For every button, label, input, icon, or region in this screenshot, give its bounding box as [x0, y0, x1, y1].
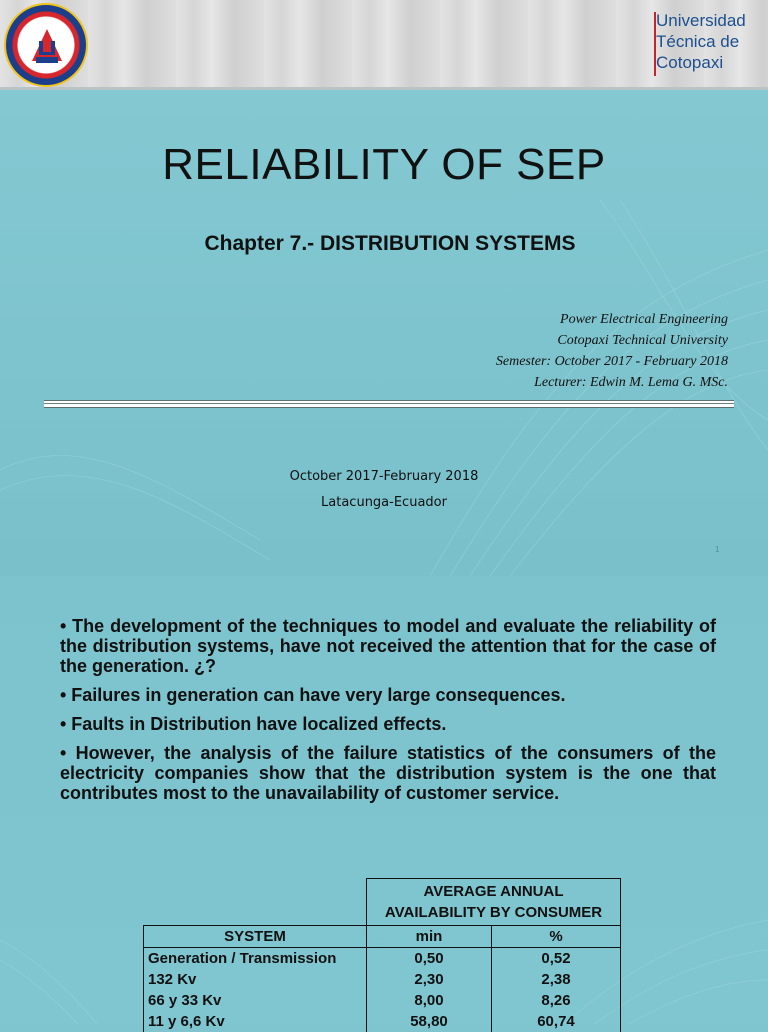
- cell-min: 0,50: [367, 948, 492, 970]
- table-group-header-row: [144, 879, 621, 926]
- seal-emblem-icon: [30, 27, 64, 65]
- info-line-program: Power Electrical Engineering: [560, 312, 728, 327]
- table-row: [144, 990, 621, 1011]
- bullet-item: • Faults in Distribution have localized effects.: [60, 714, 447, 734]
- cell-min: 2,30: [367, 969, 492, 990]
- university-seal: [4, 3, 88, 87]
- group-header-line: AVERAGE ANNUAL: [423, 883, 564, 900]
- university-name-line: Cotopaxi: [656, 53, 724, 72]
- page-number: 1: [715, 545, 720, 554]
- table-empty-cell: [144, 879, 367, 926]
- bullet-item: • The development of the techniques to model and evaluate the reliability of the distribution systems, have not received the attention that for the case of the generation. ¿?: [60, 616, 716, 676]
- university-name-line: Técnica de: [656, 32, 740, 51]
- bullet-item: • Failures in generation can have very large consequences.: [60, 685, 566, 705]
- university-name: [656, 10, 766, 73]
- cell-system: Generation / Transmission: [144, 948, 367, 970]
- slide-subtitle: Chapter 7.- DISTRIBUTION SYSTEMS: [204, 232, 576, 255]
- bullet-list: [60, 616, 716, 812]
- cell-min: 58,80: [367, 1011, 492, 1032]
- cell-system: 132 Kv: [144, 969, 367, 990]
- column-header-min: min: [367, 926, 492, 948]
- info-line-semester: Semester: October 2017 - February 2018: [495, 354, 728, 369]
- table-group-header: [367, 879, 621, 926]
- info-line-university: Cotopaxi Technical University: [557, 333, 728, 348]
- header-bar: [0, 0, 768, 90]
- date-range: October 2017-February 2018: [289, 469, 479, 484]
- column-header-system: SYSTEM: [144, 926, 367, 948]
- cell-system: 11 y 6,6 Kv: [144, 1011, 367, 1032]
- cell-min: 8,00: [367, 990, 492, 1011]
- info-line-lecturer: Lecturer: Edwin M. Lema G. MSc.: [534, 375, 728, 390]
- availability-table: [143, 878, 621, 1032]
- cell-percent: 60,74: [492, 1011, 621, 1032]
- table-row: [144, 969, 621, 990]
- table-row: [144, 948, 621, 970]
- cell-percent: 0,52: [492, 948, 621, 970]
- bullet-item: • However, the analysis of the failure statistics of the consumers of the electricity companies show that the distribution system is the one that contributes most to the unavailability of customer service.: [60, 743, 716, 803]
- table-header-row: [144, 926, 621, 948]
- university-name-line: Universidad: [656, 11, 746, 30]
- location: Latacunga-Ecuador: [321, 495, 447, 510]
- course-info: [496, 309, 728, 393]
- table-row: [144, 1011, 621, 1032]
- cell-system: 66 y 33 Kv: [144, 990, 367, 1011]
- horizontal-rule: [44, 400, 734, 409]
- cell-percent: 2,38: [492, 969, 621, 990]
- slide-title: RELIABILITY OF SEP: [162, 140, 606, 189]
- column-header-percent: %: [492, 926, 621, 948]
- group-header-line: AVAILABILITY BY CONSUMER: [384, 904, 603, 921]
- cell-percent: 8,26: [492, 990, 621, 1011]
